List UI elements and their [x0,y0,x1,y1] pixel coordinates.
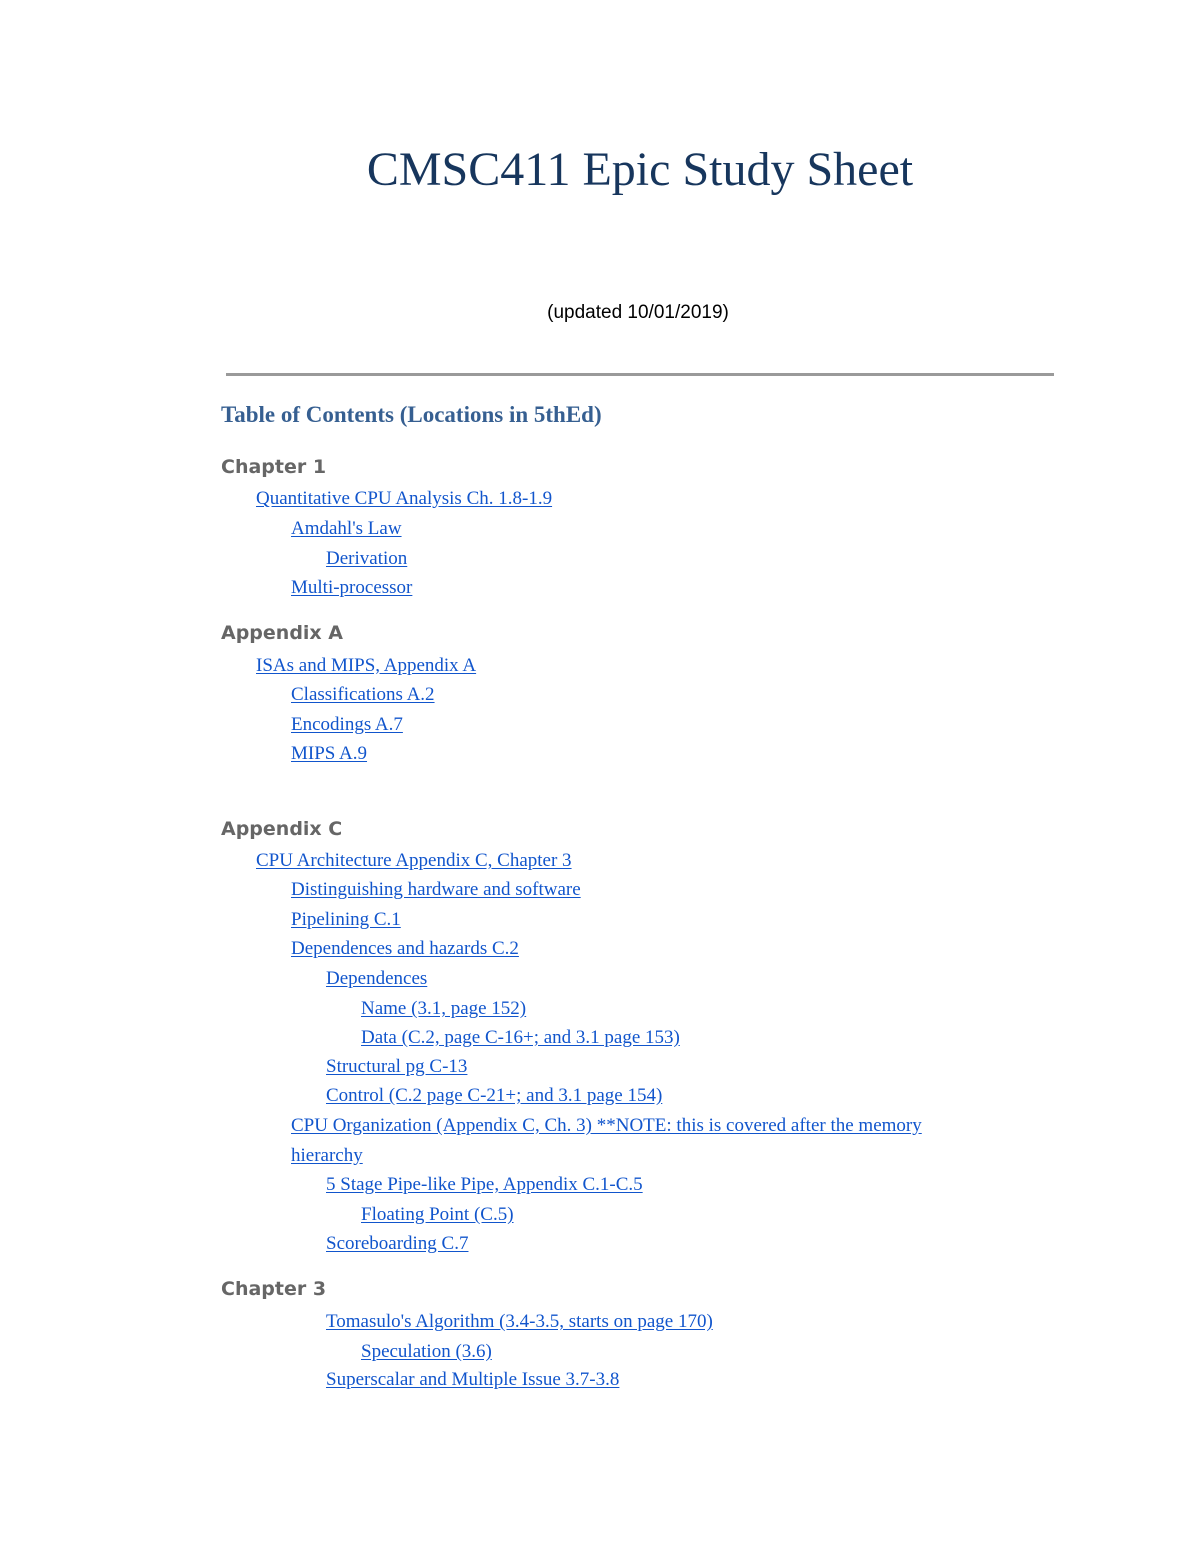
toc-link-superscalar-multiple-issue[interactable]: Superscalar and Multiple Issue 3.7-3.8 [326,1369,620,1390]
toc-link-distinguishing-hardware-software[interactable]: Distinguishing hardware and software [291,879,581,900]
toc-link-mips[interactable]: MIPS A.9 [291,743,368,764]
section-heading-appendix-c: Appendix C [221,818,343,840]
toc-link-5-stage-pipe[interactable]: 5 Stage Pipe-like Pipe, Appendix C.1-C.5 [326,1174,643,1195]
section-heading-chapter-3: Chapter 3 [221,1278,327,1300]
toc-link-derivation[interactable]: Derivation [326,548,408,569]
toc-link-quantitative-cpu-analysis[interactable]: Quantitative CPU Analysis Ch. 1.8-1.9 [256,488,553,509]
toc-link-name-dependence[interactable]: Name (3.1, page 152) [361,998,527,1019]
horizontal-rule [226,373,1054,376]
toc-link-pipelining[interactable]: Pipelining C.1 [291,909,401,930]
updated-date: (updated 10/01/2019) [547,302,729,323]
toc-link-scoreboarding[interactable]: Scoreboarding C.7 [326,1233,469,1254]
toc-link-cpu-organization[interactable]: CPU Organization (Appendix C, Ch. 3) **NOTE: this is covered after the memory [291,1115,922,1136]
toc-link-amdahls-law[interactable]: Amdahl's Law [291,518,402,539]
toc-link-control[interactable]: Control (C.2 page C-21+; and 3.1 page 154) [326,1085,663,1106]
toc-link-multi-processor[interactable]: Multi-processor [291,577,413,598]
toc-link-cpu-organization-continued[interactable]: hierarchy [291,1145,363,1166]
toc-link-isas-and-mips[interactable]: ISAs and MIPS, Appendix A [256,655,477,676]
toc-link-data-dependence[interactable]: Data (C.2, page C-16+; and 3.1 page 153) [361,1027,680,1048]
section-heading-appendix-a: Appendix A [221,622,344,644]
section-heading-chapter-1: Chapter 1 [221,456,327,478]
toc-link-tomasulos-algorithm[interactable]: Tomasulo's Algorithm (3.4-3.5, starts on page 170) [326,1311,713,1332]
toc-link-dependences[interactable]: Dependences [326,968,428,989]
toc-link-encodings[interactable]: Encodings A.7 [291,714,403,735]
toc-link-classifications[interactable]: Classifications A.2 [291,684,435,705]
toc-heading: Table of Contents (Locations in 5thEd) [221,402,602,427]
toc-link-speculation[interactable]: Speculation (3.6) [361,1341,492,1362]
toc-link-dependences-and-hazards[interactable]: Dependences and hazards C.2 [291,938,519,959]
document-title: CMSC411 Epic Study Sheet [366,143,914,196]
toc-link-structural[interactable]: Structural pg C-13 [326,1056,468,1077]
toc-link-floating-point[interactable]: Floating Point (C.5) [361,1204,514,1225]
toc-link-cpu-architecture[interactable]: CPU Architecture Appendix C, Chapter 3 [256,850,572,871]
